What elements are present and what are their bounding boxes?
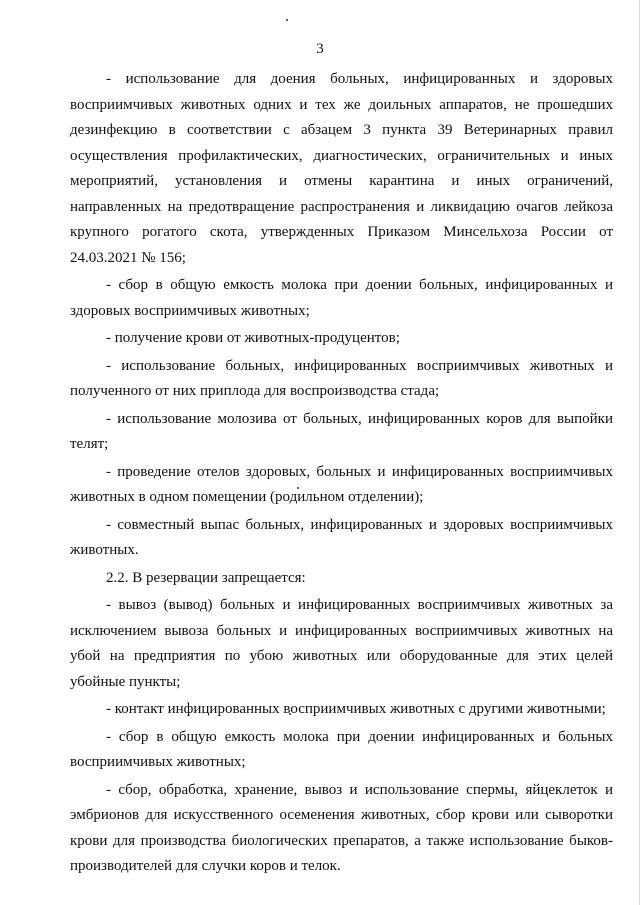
paragraph-reproduction: - использование больных, инфицированных восприимчивых животных и полученного от них приплода для воспроизводства стада; [70, 357, 613, 399]
section-heading-2-2: 2.2. В резервации запрещается: [106, 569, 306, 586]
paragraph-grazing: - совместный выпас больных, инфицированных и здоровых восприимчивых животных. [70, 516, 613, 558]
paragraph-blood-collection: - получение крови от животных-продуцентов; [106, 330, 400, 346]
paragraph-breeding-material: - сбор, обработка, хранение, вывоз и использование спермы, яйцеклеток и эмбрионов для искусственного осеменения животных, сбор крови или сыворотки крови для производства биологических препаратов, а также использование быков-производителей для случки коров и телок. [70, 781, 613, 874]
paragraph-milk-collection-reservation: - сбор в общую емкость молока при доении инфицированных и больных восприимчивых животных; [70, 728, 613, 770]
paragraph-milking-equipment: - использование для доения больных, инфицированных и здоровых восприимчивых животных одних и тех же доильных аппаратов, не прошедших дезинфекцию в соответствии с абзацем 3 пункта 39 Ветеринарных правил осуществления профилактических, диагностических, ограничительных и иных мероприятий, установления и отмены карантина и иных ограничений, направленных на предотвращение распространения и ликвидацию очагов лейкоза крупного рогатого скота, утвержденных Приказом Минсельхоза России от 24.03.2021 № 156; [70, 71, 613, 266]
paragraph-contact: - контакт инфицированных восприимчивых животных с другими животными; [106, 701, 606, 717]
paragraph-removal: - вывоз (вывод) больных и инфицированных восприимчивых животных за исключением вывоза больных и инфицированных восприимчивых животных на убой на предприятия по убою животных или оборудованные для этих целей убойные пункты; [70, 597, 613, 690]
paragraph-colostrum: - использование молозива от больных, инфицированных коров для выпойки телят; [70, 410, 613, 452]
paragraph-calving: - проведение отелов здоровых, больных и инфицированных восприимчивых животных в одном помещении (родильном отделении); [70, 463, 613, 505]
document-body [70, 67, 613, 880]
paragraph-milk-collection: - сбор в общую емкость молока при доении больных, инфицированных и здоровых восприимчивых животных; [70, 277, 613, 319]
scan-speck [286, 19, 288, 21]
page-number: 3 [316, 41, 324, 57]
